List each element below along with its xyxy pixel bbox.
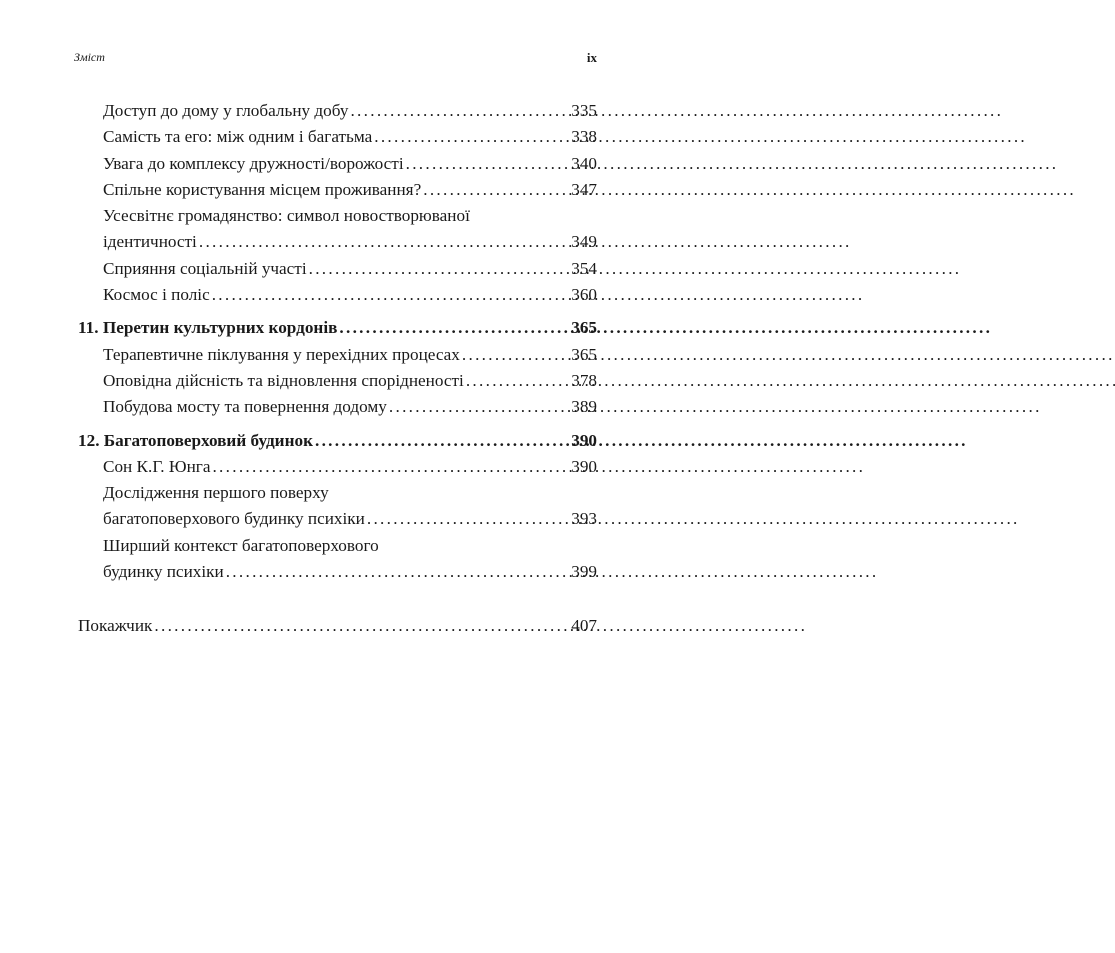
toc-entry-title-line2: ідентичності [103, 232, 197, 252]
table-of-contents [78, 98, 597, 640]
toc-entry-first-line[interactable] [78, 533, 597, 559]
leader-dots [350, 98, 569, 124]
chapter-title: 12. Багатоповерховий будинок [78, 430, 313, 450]
index-page: 407 [571, 616, 597, 636]
toc-entry-title: Оповідна дійсність та відновлення спорідненості [103, 370, 464, 390]
toc-entry-page: 349 [571, 232, 597, 252]
leader-dots [199, 229, 569, 255]
running-head-section-title: Зміст [74, 50, 105, 64]
leader-dots [212, 282, 570, 308]
leader-dots [367, 506, 569, 532]
toc-entry-page: 347 [571, 179, 597, 199]
toc-entry[interactable] [78, 368, 597, 394]
toc-entry-title: Побудова мосту та повернення додому [103, 397, 387, 417]
toc-entry[interactable] [78, 151, 597, 177]
leader-dots [374, 124, 569, 150]
toc-entry-title: Терапевтичне піклування у перехідних процесах [103, 344, 460, 364]
toc-entry-title: Спільне користування місцем проживання? [103, 179, 422, 199]
toc-entry-page: 340 [571, 153, 597, 173]
leader-dots [466, 368, 569, 394]
toc-entry-page: 354 [571, 258, 597, 278]
spacer [78, 308, 597, 315]
toc-entry[interactable] [78, 124, 597, 150]
toc-entry-title-line1: Дослідження першого поверху [103, 483, 329, 503]
toc-entry-title: Сон К.Г. Юнга [103, 456, 211, 476]
toc-entry-title: Самість та его: між одним і багатьма [103, 127, 373, 147]
toc-entry-page: 399 [571, 562, 597, 582]
leader-dots [406, 151, 570, 177]
leader-dots [309, 256, 570, 282]
toc-entry-continuation[interactable] [78, 559, 597, 585]
toc-chapter-11[interactable] [78, 315, 597, 341]
running-head [74, 50, 597, 68]
toc-entry-continuation[interactable] [78, 229, 597, 255]
toc-entry[interactable] [78, 256, 597, 282]
leader-dots [339, 315, 569, 341]
toc-entry-page: 360 [571, 285, 597, 305]
toc-entry-title: Сприяння соціальній участі [103, 258, 307, 278]
toc-entry-first-line[interactable] [78, 203, 597, 229]
chapter-page: 390 [571, 430, 597, 450]
toc-entry-first-line[interactable] [78, 480, 597, 506]
toc-entry[interactable] [78, 394, 597, 420]
toc-entry-continuation[interactable] [78, 506, 597, 532]
leader-dots [462, 342, 569, 368]
toc-entry-title: Увага до комплексу дружності/ворожості [103, 153, 404, 173]
leader-dots [423, 177, 569, 203]
toc-entry-page: 389 [571, 397, 597, 417]
toc-entry-title-line1: Усесвітнє громадянство: символ новостворюваної [103, 206, 470, 226]
leader-dots [154, 613, 569, 639]
toc-entry-title-line2: будинку психіки [103, 562, 224, 582]
toc-entry[interactable] [78, 98, 597, 124]
toc-entry-title: Доступ до дому у глобальну добу [103, 101, 349, 120]
leader-dots [315, 428, 569, 454]
page-number: ix [586, 50, 597, 65]
leader-dots [226, 559, 570, 585]
toc-entry-page: 365 [571, 344, 597, 364]
toc-entry-page: 338 [571, 127, 597, 147]
toc-entry-title-line2: багатоповерхового будинку психіки [103, 509, 365, 529]
toc-entry-title-line1: Ширший контекст багатоповерхового [103, 535, 379, 555]
toc-entry-page: 393 [571, 509, 597, 529]
leader-dots [212, 454, 569, 480]
toc-entry[interactable] [78, 342, 597, 368]
spacer [78, 585, 597, 613]
toc-entry-title: Космос і поліс [103, 285, 210, 305]
leader-dots [389, 394, 569, 420]
toc-entry[interactable] [78, 177, 597, 203]
toc-entry[interactable] [78, 282, 597, 308]
toc-entry-page: 335 [571, 101, 597, 120]
toc-index-entry[interactable] [78, 613, 597, 639]
chapter-title: 11. Перетин культурних кордонів [78, 318, 338, 338]
spacer [78, 421, 597, 428]
chapter-page: 365 [571, 318, 597, 338]
toc-chapter-12[interactable] [78, 428, 597, 454]
index-title: Покажчик [78, 616, 153, 636]
toc-entry-page: 378 [571, 370, 597, 390]
toc-entry[interactable] [78, 454, 597, 480]
toc-entry-page: 390 [571, 456, 597, 476]
